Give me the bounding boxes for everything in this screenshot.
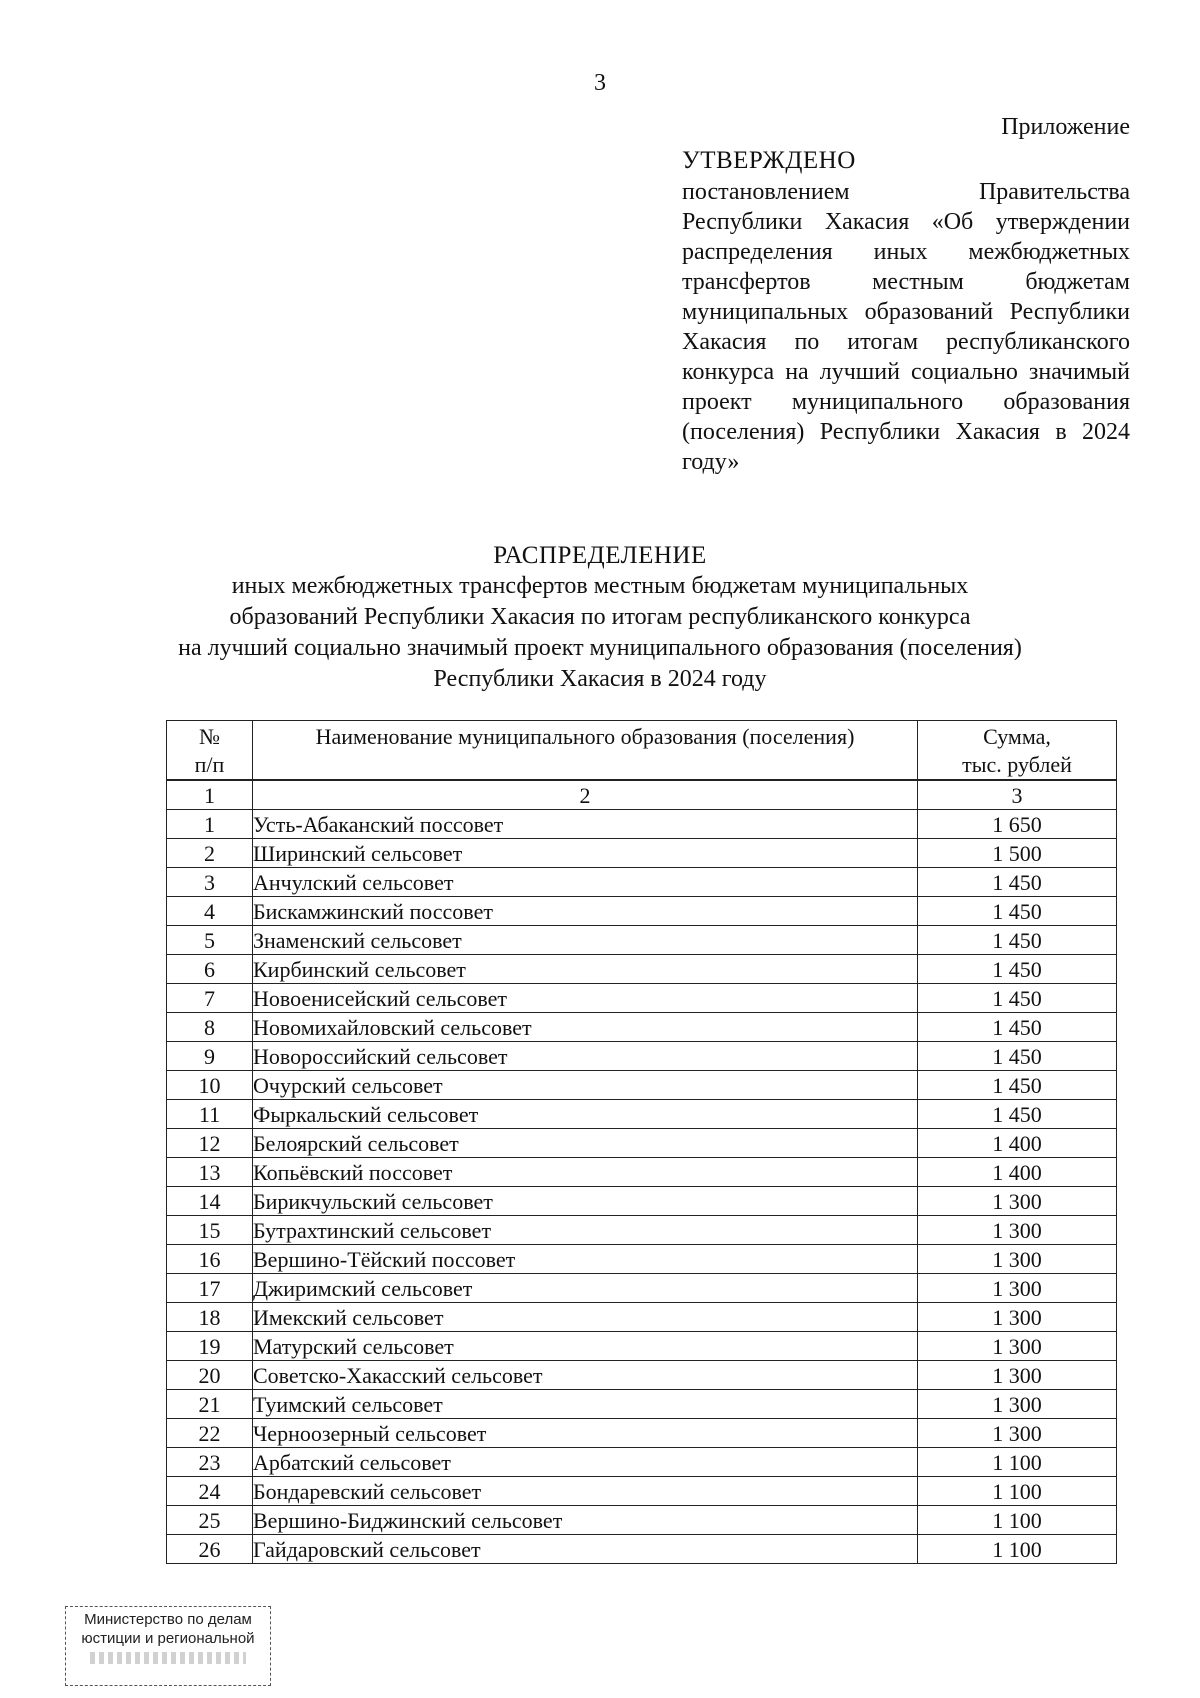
row-sum: 1 300	[918, 1361, 1117, 1390]
row-number: 1	[167, 810, 253, 839]
row-number: 4	[167, 897, 253, 926]
table-row	[167, 1274, 1117, 1303]
header-sum	[918, 721, 1117, 781]
row-number: 15	[167, 1216, 253, 1245]
table-row	[167, 1361, 1117, 1390]
row-name: Вершино-Биджинский сельсовет	[253, 1506, 918, 1535]
table-row	[167, 1506, 1117, 1535]
row-number: 21	[167, 1390, 253, 1419]
row-name: Бондаревский сельсовет	[253, 1477, 918, 1506]
row-number: 13	[167, 1158, 253, 1187]
row-name: Ширинский сельсовет	[253, 839, 918, 868]
row-name: Кирбинский сельсовет	[253, 955, 918, 984]
row-name: Белоярский сельсовет	[253, 1129, 918, 1158]
table-row	[167, 1245, 1117, 1274]
row-name: Имекский сельсовет	[253, 1303, 918, 1332]
title-line: на лучший социально значимый проект муниципального образования (поселения)	[178, 635, 1022, 661]
table-body	[167, 780, 1117, 1564]
row-sum: 1 450	[918, 1100, 1117, 1129]
row-sum: 1 450	[918, 897, 1117, 926]
row-name: Фыркальский сельсовет	[253, 1100, 918, 1129]
row-number: 9	[167, 1042, 253, 1071]
row-name: Знаменский сельсовет	[253, 926, 918, 955]
table-row	[167, 868, 1117, 897]
row-sum: 1 450	[918, 926, 1117, 955]
column-number: 2	[253, 780, 918, 810]
row-number: 26	[167, 1535, 253, 1564]
row-sum: 1 400	[918, 1158, 1117, 1187]
header-name-text: Наименование муниципального образования (поселения)	[315, 724, 855, 749]
row-sum: 1 300	[918, 1390, 1117, 1419]
table-row	[167, 897, 1117, 926]
row-sum: 1 300	[918, 1274, 1117, 1303]
row-name: Туимский сельсовет	[253, 1390, 918, 1419]
row-name: Анчулский сельсовет	[253, 868, 918, 897]
row-sum: 1 500	[918, 839, 1117, 868]
row-number: 24	[167, 1477, 253, 1506]
row-sum: 1 450	[918, 1042, 1117, 1071]
table-row	[167, 1303, 1117, 1332]
row-sum: 1 100	[918, 1506, 1117, 1535]
row-name: Очурский сельсовет	[253, 1071, 918, 1100]
table-row	[167, 1100, 1117, 1129]
row-sum: 1 450	[918, 955, 1117, 984]
row-number: 2	[167, 839, 253, 868]
table-row	[167, 1187, 1117, 1216]
row-name: Бутрахтинский сельсовет	[253, 1216, 918, 1245]
approval-block	[682, 112, 1130, 477]
row-name: Новоенисейский сельсовет	[253, 984, 918, 1013]
row-sum: 1 100	[918, 1535, 1117, 1564]
title-line: образований Республики Хакасия по итогам республиканского конкурса	[229, 604, 971, 630]
table-row	[167, 1419, 1117, 1448]
title-line: Республики Хакасия в 2024 году	[433, 666, 767, 692]
table-row	[167, 839, 1117, 868]
table-header-row	[167, 721, 1117, 781]
table-row	[167, 1477, 1117, 1506]
row-number: 17	[167, 1274, 253, 1303]
table-row	[167, 1158, 1117, 1187]
row-name: Матурский сельсовет	[253, 1332, 918, 1361]
row-number: 14	[167, 1187, 253, 1216]
column-number: 1	[167, 780, 253, 810]
header-sum-line2: тыс. рублей	[962, 752, 1072, 777]
table-row	[167, 984, 1117, 1013]
row-number: 16	[167, 1245, 253, 1274]
header-number-line2: п/п	[194, 752, 225, 777]
row-number: 7	[167, 984, 253, 1013]
table-row	[167, 926, 1117, 955]
stamp-line: юстиции и региональной	[81, 1630, 255, 1647]
column-number-row	[167, 780, 1117, 810]
document-title	[60, 540, 1140, 695]
header-name	[253, 721, 918, 781]
row-sum: 1 300	[918, 1419, 1117, 1448]
table-row	[167, 955, 1117, 984]
row-sum: 1 450	[918, 1071, 1117, 1100]
row-name: Черноозерный сельсовет	[253, 1419, 918, 1448]
row-number: 19	[167, 1332, 253, 1361]
row-sum: 1 100	[918, 1477, 1117, 1506]
table-row	[167, 1129, 1117, 1158]
row-name: Новороссийский сельсовет	[253, 1042, 918, 1071]
row-sum: 1 650	[918, 810, 1117, 839]
row-number: 8	[167, 1013, 253, 1042]
column-number: 3	[918, 780, 1117, 810]
stamp-illegible-line	[90, 1652, 246, 1664]
row-name: Джиримский сельсовет	[253, 1274, 918, 1303]
header-sum-line1: Сумма,	[983, 724, 1051, 749]
row-number: 11	[167, 1100, 253, 1129]
row-sum: 1 300	[918, 1332, 1117, 1361]
row-name: Арбатский сельсовет	[253, 1448, 918, 1477]
table-row	[167, 1013, 1117, 1042]
row-name: Усть-Абаканский поссовет	[253, 810, 918, 839]
row-number: 18	[167, 1303, 253, 1332]
row-number: 3	[167, 868, 253, 897]
row-sum: 1 100	[918, 1448, 1117, 1477]
row-name: Копьёвский поссовет	[253, 1158, 918, 1187]
row-name: Новомихайловский сельсовет	[253, 1013, 918, 1042]
table-row	[167, 1390, 1117, 1419]
table-row	[167, 1535, 1117, 1564]
row-number: 25	[167, 1506, 253, 1535]
stamp-line: Министерство по делам	[84, 1611, 252, 1628]
appendix-label: Приложение	[1001, 114, 1130, 140]
table-row	[167, 1448, 1117, 1477]
table-row	[167, 1332, 1117, 1361]
title-main: РАСПРЕДЕЛЕНИЕ	[493, 542, 707, 569]
title-line: иных межбюджетных трансфертов местным бюджетам муниципальных	[231, 573, 969, 599]
row-name: Советско-Хакасский сельсовет	[253, 1361, 918, 1390]
row-sum: 1 400	[918, 1129, 1117, 1158]
row-number: 20	[167, 1361, 253, 1390]
header-number	[167, 721, 253, 781]
row-sum: 1 300	[918, 1187, 1117, 1216]
row-sum: 1 300	[918, 1216, 1117, 1245]
row-number: 5	[167, 926, 253, 955]
allocation-table	[166, 720, 1117, 1564]
header-number-line1: №	[199, 724, 220, 749]
row-number: 10	[167, 1071, 253, 1100]
row-sum: 1 450	[918, 1013, 1117, 1042]
table-row	[167, 1216, 1117, 1245]
row-number: 22	[167, 1419, 253, 1448]
approval-text: постановлением Правительства Республики Хакасия «Об утверждении распределения иных межбюджетных трансфертов местным бюджетам муниципальных образований Республики Хакасия по итогам республиканского конкурса на лучший социально значимый проект муниципального образования (поселения) Республики Хакасия в 2024 году»	[682, 179, 1130, 475]
table-row	[167, 1071, 1117, 1100]
row-name: Гайдаровский сельсовет	[253, 1535, 918, 1564]
ministry-stamp	[65, 1606, 271, 1686]
page-number: 3	[594, 70, 606, 96]
row-name: Бискамжинский поссовет	[253, 897, 918, 926]
row-sum: 1 300	[918, 1303, 1117, 1332]
row-name: Бирикчульский сельсовет	[253, 1187, 918, 1216]
row-number: 23	[167, 1448, 253, 1477]
row-number: 12	[167, 1129, 253, 1158]
table-row	[167, 810, 1117, 839]
table-row	[167, 1042, 1117, 1071]
row-name: Вершино-Тёйский поссовет	[253, 1245, 918, 1274]
row-sum: 1 450	[918, 984, 1117, 1013]
approved-label: УТВЕРЖДЕНО	[682, 147, 856, 174]
row-sum: 1 450	[918, 868, 1117, 897]
row-number: 6	[167, 955, 253, 984]
row-sum: 1 300	[918, 1245, 1117, 1274]
